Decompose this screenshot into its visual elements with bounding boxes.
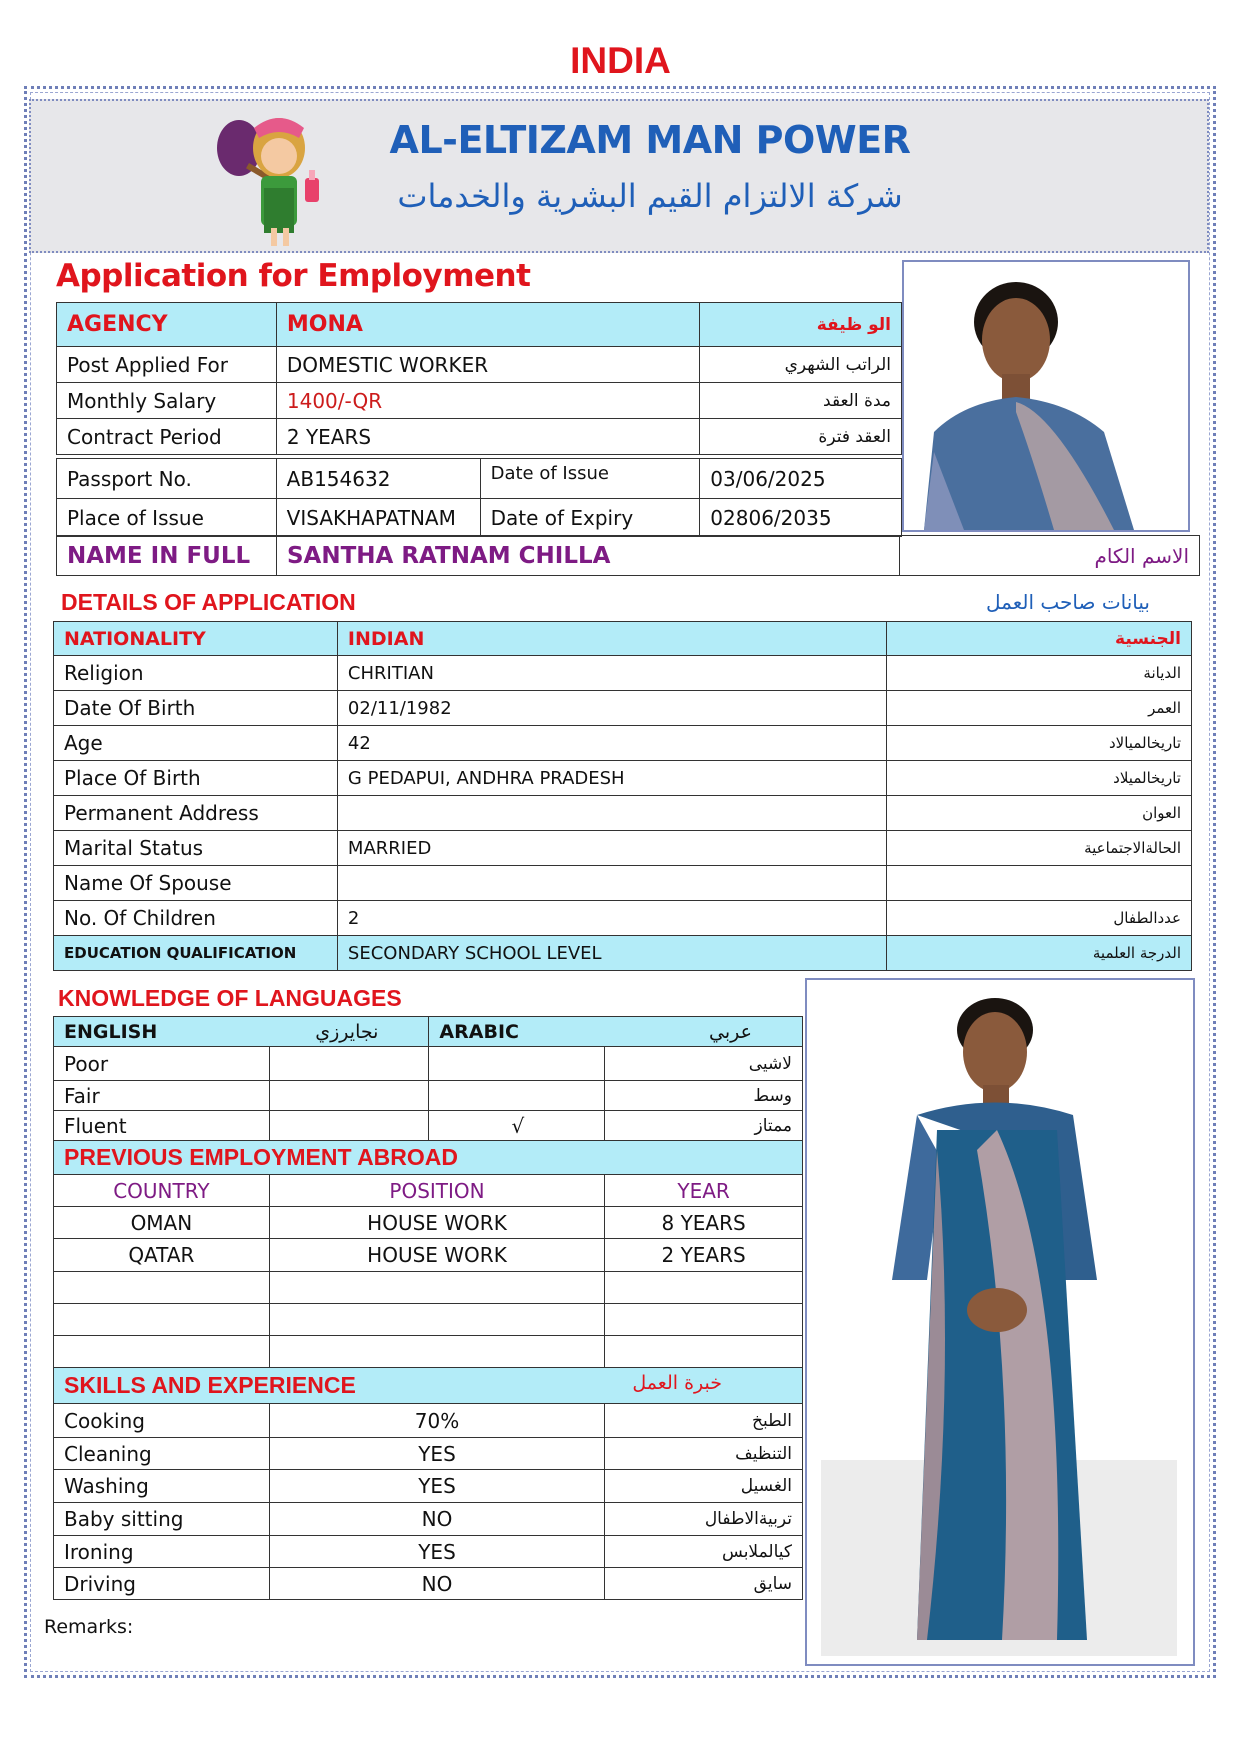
previous-employment-title: PREVIOUS EMPLOYMENT ABROAD xyxy=(54,1141,803,1175)
applicant-headshot xyxy=(902,260,1190,532)
marital-status-ar: الحالةالاجتماعية xyxy=(887,831,1192,866)
address-label: Permanent Address xyxy=(54,796,338,831)
level-fluent-english xyxy=(269,1111,429,1141)
level-fair-arabic xyxy=(429,1081,605,1111)
details-section-title: DETAILS OF APPLICATION xyxy=(61,589,356,615)
religion-value: CHRITIAN xyxy=(337,656,886,691)
prev-row-year xyxy=(605,1336,803,1368)
languages-table xyxy=(53,1016,803,1600)
prev-row-position: HOUSE WORK xyxy=(269,1207,604,1239)
dob-value: 02/11/1982 xyxy=(337,691,886,726)
english-label: ENGLISH xyxy=(64,1020,158,1043)
prev-row-country: QATAR xyxy=(54,1239,270,1272)
skill-washing-ar: الغسيل xyxy=(605,1470,803,1503)
prev-row-year xyxy=(605,1272,803,1304)
skill-cooking-value: 70% xyxy=(269,1404,604,1438)
nationality-ar: الجنسية xyxy=(887,622,1192,656)
dob-ar: العمر xyxy=(887,691,1192,726)
skill-ironing-value: YES xyxy=(269,1536,604,1568)
agency-ar: الو ظيفة xyxy=(700,303,902,347)
company-name-en: AL-ELTIZAM MAN POWER xyxy=(389,118,911,162)
nationality-label: NATIONALITY xyxy=(54,622,338,656)
contract-period-value: 2 YEARS xyxy=(276,419,699,455)
skill-washing-value: YES xyxy=(269,1470,604,1503)
skills-section-title: SKILLS AND EXPERIENCE xyxy=(64,1372,356,1398)
prev-row-country xyxy=(54,1304,270,1336)
skill-ironing-label: Ironing xyxy=(54,1536,270,1568)
religion-ar: الديانة xyxy=(887,656,1192,691)
level-fluent-label: Fluent xyxy=(54,1111,270,1141)
level-fair-english xyxy=(269,1081,429,1111)
contract-period-ar: العقد فترة xyxy=(700,419,902,455)
prev-row-country: OMAN xyxy=(54,1207,270,1239)
skills-section-title-ar: خبرة العمل xyxy=(632,1372,722,1394)
spouse-ar xyxy=(887,866,1192,901)
marital-status-label: Marital Status xyxy=(54,831,338,866)
prev-row-year: 2 YEARS xyxy=(605,1239,803,1272)
skill-driving-value: NO xyxy=(269,1568,604,1600)
full-name-value: SANTHA RATNAM CHILLA xyxy=(276,536,899,576)
languages-section-title: KNOWLEDGE OF LANGUAGES xyxy=(58,985,402,1011)
prev-row-position xyxy=(269,1272,604,1304)
nationality-value: INDIAN xyxy=(337,622,886,656)
prev-row-position xyxy=(269,1336,604,1368)
expiry-date-label: Date of Expiry xyxy=(480,499,700,537)
education-label: EDUCATION QUALIFICATION xyxy=(54,936,338,971)
passport-table xyxy=(56,458,902,537)
place-of-issue-value: VISAKHAPATNAM xyxy=(276,499,480,537)
skill-ironing-ar: كيالملابس xyxy=(605,1536,803,1568)
skill-babysitting-value: NO xyxy=(269,1503,604,1536)
issue-date-value: 03/06/2025 xyxy=(700,459,902,499)
details-section-title-ar: بيانات صاحب العمل xyxy=(986,590,1150,614)
level-poor-ar: لاشيى xyxy=(605,1047,803,1081)
place-of-birth-value: G PEDAPUI, ANDHRA PRADESH xyxy=(337,761,886,796)
remarks-label: Remarks: xyxy=(44,1616,134,1638)
prev-header-country: COUNTRY xyxy=(54,1175,270,1207)
education-ar: الدرجة العلمية xyxy=(887,936,1192,971)
level-fluent-arabic-check: √ xyxy=(429,1111,605,1141)
skill-washing-label: Washing xyxy=(54,1470,270,1503)
arabic-label-ar: عربي xyxy=(709,1020,752,1043)
level-fair-ar: وسط xyxy=(605,1081,803,1111)
monthly-salary-value: 1400/-QR xyxy=(276,383,699,419)
address-ar: العوان xyxy=(887,796,1192,831)
applicant-full-photo xyxy=(805,978,1195,1666)
prev-row-year xyxy=(605,1304,803,1336)
maid-logo-icon xyxy=(209,108,339,248)
job-info-table xyxy=(56,302,902,455)
children-value: 2 xyxy=(337,901,886,936)
issue-date-label: Date of Issue xyxy=(480,459,700,499)
english-label-ar: نجايرزي xyxy=(315,1020,379,1043)
prev-row-country xyxy=(54,1272,270,1304)
address-value xyxy=(337,796,886,831)
level-fluent-ar: ممتاز xyxy=(605,1111,803,1141)
prev-row-position xyxy=(269,1304,604,1336)
level-poor-english xyxy=(269,1047,429,1081)
country-title: INDIA xyxy=(570,40,671,81)
place-of-birth-label: Place Of Birth xyxy=(54,761,338,796)
full-name-table xyxy=(56,535,1200,576)
skill-driving-ar: سايق xyxy=(605,1568,803,1600)
religion-label: Religion xyxy=(54,656,338,691)
marital-status-value: MARRIED xyxy=(337,831,886,866)
passport-value: AB154632 xyxy=(276,459,480,499)
form-title: Application for Employment xyxy=(56,258,531,294)
dob-label: Date Of Birth xyxy=(54,691,338,726)
full-name-ar: الاسم الكام xyxy=(900,536,1200,576)
prev-row-year: 8 YEARS xyxy=(605,1207,803,1239)
age-ar: تاريخالميالاد xyxy=(887,726,1192,761)
arabic-label: ARABIC xyxy=(439,1020,519,1043)
skill-cooking-ar: الطبخ xyxy=(605,1404,803,1438)
monthly-salary-label: Monthly Salary xyxy=(57,383,277,419)
level-poor-arabic xyxy=(429,1047,605,1081)
skill-driving-label: Driving xyxy=(54,1568,270,1600)
prev-row-country xyxy=(54,1336,270,1368)
english-header xyxy=(54,1017,429,1047)
spouse-value xyxy=(337,866,886,901)
age-label: Age xyxy=(54,726,338,761)
post-applied-label: Post Applied For xyxy=(57,347,277,383)
prev-row-position: HOUSE WORK xyxy=(269,1239,604,1272)
age-value: 42 xyxy=(337,726,886,761)
agency-value: MONA xyxy=(276,303,699,347)
skill-cleaning-ar: التنظيف xyxy=(605,1438,803,1470)
post-applied-ar: الراتب الشهري xyxy=(700,347,902,383)
details-table xyxy=(53,621,1192,971)
skill-babysitting-ar: تربيةالاطفال xyxy=(605,1503,803,1536)
skill-babysitting-label: Baby sitting xyxy=(54,1503,270,1536)
children-label: No. Of Children xyxy=(54,901,338,936)
expiry-date-value: 02806/2035 xyxy=(700,499,902,537)
skill-cooking-label: Cooking xyxy=(54,1404,270,1438)
spouse-label: Name Of Spouse xyxy=(54,866,338,901)
place-of-issue-label: Place of Issue xyxy=(57,499,277,537)
level-fair-label: Fair xyxy=(54,1081,270,1111)
skill-cleaning-label: Cleaning xyxy=(54,1438,270,1470)
skill-cleaning-value: YES xyxy=(269,1438,604,1470)
level-poor-label: Poor xyxy=(54,1047,270,1081)
education-value: SECONDARY SCHOOL LEVEL xyxy=(337,936,886,971)
agency-label: AGENCY xyxy=(57,303,277,347)
full-name-label: NAME IN FULL xyxy=(57,536,277,576)
children-ar: عددالطفال xyxy=(887,901,1192,936)
company-name-ar: شركة الالتزام القيم البشرية والخدمات xyxy=(397,177,903,215)
skills-header xyxy=(54,1368,803,1404)
prev-header-year: YEAR xyxy=(605,1175,803,1207)
arabic-header xyxy=(429,1017,803,1047)
prev-header-position: POSITION xyxy=(269,1175,604,1207)
monthly-salary-ar: مدة العقد xyxy=(700,383,902,419)
contract-period-label: Contract Period xyxy=(57,419,277,455)
passport-label: Passport No. xyxy=(57,459,277,499)
post-applied-value: DOMESTIC WORKER xyxy=(276,347,699,383)
place-of-birth-ar: تاريخالميلاد xyxy=(887,761,1192,796)
